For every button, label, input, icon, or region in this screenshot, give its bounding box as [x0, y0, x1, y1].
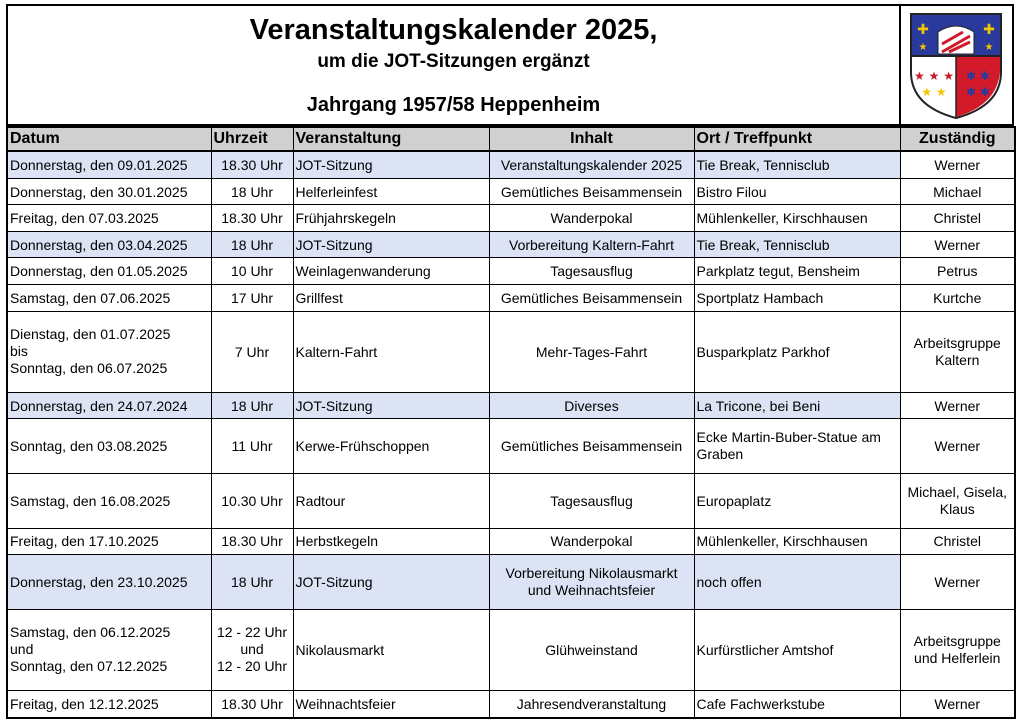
cell-ort: Ecke Martin-Buber-Statue am Graben	[694, 419, 900, 474]
cell-datum: Freitag, den 17.10.2025	[7, 528, 211, 555]
cell-zustaendig: Werner	[900, 392, 1015, 419]
cell-veranstaltung: Kerwe-Frühschoppen	[293, 419, 489, 474]
cell-veranstaltung: Radtour	[293, 473, 489, 528]
cell-inhalt: Diverses	[489, 392, 694, 419]
cell-inhalt: Vorbereitung Nikolausmarkt und Weihnachtsfeier	[489, 555, 694, 610]
cell-inhalt: Wanderpokal	[489, 528, 694, 555]
cell-inhalt: Gemütliches Beisammensein	[489, 178, 694, 205]
table-row	[7, 609, 1015, 690]
table-header-row	[7, 127, 1015, 151]
cell-ort: Tie Break, Tennisclub	[694, 231, 900, 258]
table-row	[7, 231, 1015, 258]
cell-uhrzeit: 18.30 Uhr	[211, 528, 293, 555]
cell-uhrzeit: 17 Uhr	[211, 285, 293, 312]
cell-zustaendig: Michael, Gisela, Klaus	[900, 473, 1015, 528]
table-row	[7, 419, 1015, 474]
jahrgang-label: Jahrgang 1957/58 Heppenheim	[306, 94, 601, 116]
cell-datum: Samstag, den 06.12.2025 und Sonntag, den 07.12.2025	[7, 609, 211, 690]
table-row	[7, 178, 1015, 205]
svg-text:★ ★: ★ ★	[921, 85, 947, 99]
cell-inhalt: Tagesausflug	[489, 258, 694, 285]
cell-uhrzeit: 12 - 22 Uhr und 12 - 20 Uhr	[211, 609, 293, 690]
table-row	[7, 528, 1015, 555]
cell-ort: Mühlenkeller, Kirschhausen	[694, 528, 900, 555]
cell-datum: Donnerstag, den 24.07.2024	[7, 392, 211, 419]
cell-veranstaltung: JOT-Sitzung	[293, 231, 489, 258]
cell-datum: Donnerstag, den 23.10.2025	[7, 555, 211, 610]
cell-datum: Freitag, den 07.03.2025	[7, 205, 211, 232]
cell-zustaendig: Christel	[900, 205, 1015, 232]
cell-veranstaltung: JOT-Sitzung	[293, 151, 489, 178]
cell-datum: Donnerstag, den 09.01.2025	[7, 151, 211, 178]
cell-zustaendig: Arbeitsgruppe Kaltern	[900, 311, 1015, 392]
table-row	[7, 285, 1015, 312]
table-row	[7, 691, 1015, 718]
cell-uhrzeit: 18.30 Uhr	[211, 691, 293, 718]
cell-veranstaltung: JOT-Sitzung	[293, 555, 489, 610]
cell-veranstaltung: Grillfest	[293, 285, 489, 312]
cell-uhrzeit: 10 Uhr	[211, 258, 293, 285]
column-header-ort: Ort / Treffpunkt	[694, 127, 900, 151]
cell-uhrzeit: 18 Uhr	[211, 392, 293, 419]
cell-zustaendig: Werner	[900, 691, 1015, 718]
cell-inhalt: Gemütliches Beisammensein	[489, 285, 694, 312]
cell-ort: Mühlenkeller, Kirschhausen	[694, 205, 900, 232]
cell-zustaendig: Werner	[900, 419, 1015, 474]
cell-datum: Dienstag, den 01.07.2025 bis Sonntag, den 06.07.2025	[7, 311, 211, 392]
cell-ort: Kurfürstlicher Amtshof	[694, 609, 900, 690]
column-header-zustaendig: Zuständig	[900, 127, 1015, 151]
cell-inhalt: Veranstaltungskalender 2025	[489, 151, 694, 178]
cell-ort: Tie Break, Tennisclub	[694, 151, 900, 178]
cell-veranstaltung: Nikolausmarkt	[293, 609, 489, 690]
cell-zustaendig: Werner	[900, 231, 1015, 258]
cell-uhrzeit: 18 Uhr	[211, 555, 293, 610]
cell-inhalt: Jahresendveranstaltung	[489, 691, 694, 718]
cell-inhalt: Mehr-Tages-Fahrt	[489, 311, 694, 392]
table-row	[7, 151, 1015, 178]
table-row	[7, 258, 1015, 285]
cell-datum: Samstag, den 16.08.2025	[7, 473, 211, 528]
svg-text:✱ ✱: ✱ ✱	[966, 69, 990, 83]
cell-ort: Busparkplatz Parkhof	[694, 311, 900, 392]
table-row	[7, 311, 1015, 392]
cell-veranstaltung: Frühjahrskegeln	[293, 205, 489, 232]
cell-datum: Samstag, den 07.06.2025	[7, 285, 211, 312]
cell-ort: La Tricone, bei Beni	[694, 392, 900, 419]
cell-veranstaltung: Weihnachtsfeier	[293, 691, 489, 718]
column-header-uhrzeit: Uhrzeit	[211, 127, 293, 151]
cell-zustaendig: Werner	[900, 151, 1015, 178]
column-header-datum: Datum	[7, 127, 211, 151]
svg-text:✚: ✚	[983, 22, 995, 38]
cell-inhalt: Gemütliches Beisammensein	[489, 419, 694, 474]
cell-veranstaltung: Weinlagenwanderung	[293, 258, 489, 285]
cell-uhrzeit: 11 Uhr	[211, 419, 293, 474]
cell-ort: Parkplatz tegut, Bensheim	[694, 258, 900, 285]
cell-uhrzeit: 18.30 Uhr	[211, 151, 293, 178]
heppenheim-coat-of-arms-icon	[907, 10, 1005, 120]
header-box	[6, 4, 901, 126]
cell-zustaendig: Petrus	[900, 258, 1015, 285]
cell-inhalt: Wanderpokal	[489, 205, 694, 232]
cell-inhalt: Tagesausflug	[489, 473, 694, 528]
cell-veranstaltung: JOT-Sitzung	[293, 392, 489, 419]
cell-datum: Donnerstag, den 30.01.2025	[7, 178, 211, 205]
cell-ort: Sportplatz Hambach	[694, 285, 900, 312]
cell-uhrzeit: 7 Uhr	[211, 311, 293, 392]
column-header-inhalt: Inhalt	[489, 127, 694, 151]
cell-veranstaltung: Kaltern-Fahrt	[293, 311, 489, 392]
table-row	[7, 555, 1015, 610]
cell-datum: Donnerstag, den 01.05.2025	[7, 258, 211, 285]
cell-datum: Donnerstag, den 03.04.2025	[7, 231, 211, 258]
cell-ort: Europaplatz	[694, 473, 900, 528]
table-row	[7, 473, 1015, 528]
cell-ort: Cafe Fachwerkstube	[694, 691, 900, 718]
cell-uhrzeit: 18 Uhr	[211, 178, 293, 205]
cell-zustaendig: Werner	[900, 555, 1015, 610]
table-row	[7, 392, 1015, 419]
cell-ort: Bistro Filou	[694, 178, 900, 205]
cell-inhalt: Glühweinstand	[489, 609, 694, 690]
cell-ort: noch offen	[694, 555, 900, 610]
cell-inhalt: Vorbereitung Kaltern-Fahrt	[489, 231, 694, 258]
cell-zustaendig: Arbeitsgruppe und Helferlein	[900, 609, 1015, 690]
cell-uhrzeit: 18 Uhr	[211, 231, 293, 258]
page-title: Veranstaltungskalender 2025,	[249, 14, 658, 46]
cell-veranstaltung: Helferleinfest	[293, 178, 489, 205]
table-row	[7, 205, 1015, 232]
cell-zustaendig: Christel	[900, 528, 1015, 555]
cell-uhrzeit: 18.30 Uhr	[211, 205, 293, 232]
svg-text:★ ★ ★: ★ ★ ★	[914, 69, 954, 83]
svg-text:★: ★	[918, 42, 928, 53]
cell-uhrzeit: 10.30 Uhr	[211, 473, 293, 528]
cell-datum: Sonntag, den 03.08.2025	[7, 419, 211, 474]
cell-zustaendig: Michael	[900, 178, 1015, 205]
cell-veranstaltung: Herbstkegeln	[293, 528, 489, 555]
svg-text:★: ★	[984, 42, 994, 53]
page-subtitle: um die JOT-Sitzungen ergänzt	[317, 51, 590, 72]
svg-text:✱ ✱: ✱ ✱	[966, 85, 990, 99]
svg-text:✚: ✚	[917, 22, 929, 38]
cell-zustaendig: Kurtche	[900, 285, 1015, 312]
cell-datum: Freitag, den 12.12.2025	[7, 691, 211, 718]
column-header-veranstaltung: Veranstaltung	[293, 127, 489, 151]
event-table	[6, 126, 1016, 719]
